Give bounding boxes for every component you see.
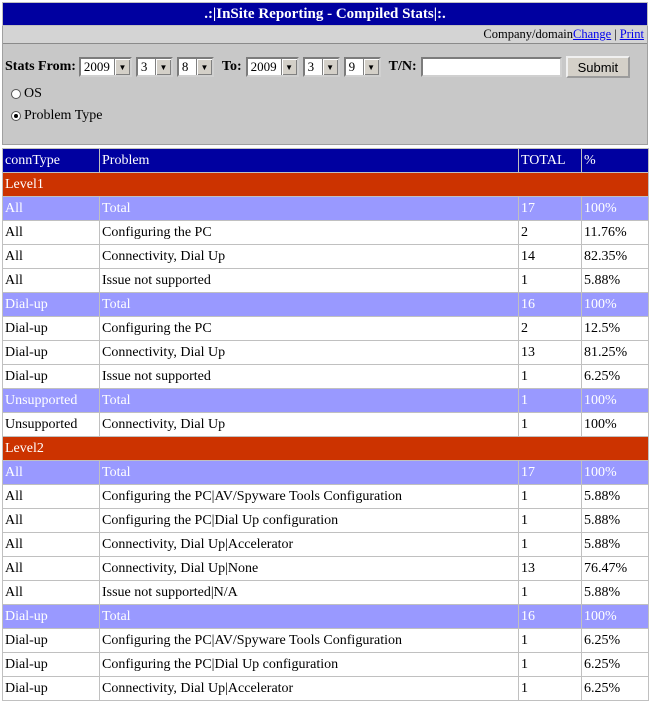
total-cell: 14 — [519, 245, 582, 269]
company-domain-label: Company/domain — [483, 27, 573, 41]
from-day-value: 8 — [181, 59, 189, 74]
radio-problem-type[interactable] — [11, 111, 21, 121]
column-header-problem: Problem — [100, 149, 519, 173]
stats-table-body — [3, 149, 649, 701]
conntype-cell: All — [3, 245, 100, 269]
total-cell: 13 — [519, 557, 582, 581]
percent-cell: 6.25% — [582, 365, 649, 389]
problem-cell: Configuring the PC — [100, 221, 519, 245]
chevron-down-icon: ▼ — [196, 59, 212, 75]
conntype-cell: Dial-up — [3, 629, 100, 653]
conntype-cell: Dial-up — [3, 677, 100, 701]
table-row — [3, 245, 649, 269]
total-cell: 1 — [519, 389, 582, 413]
from-day-select[interactable] — [177, 57, 214, 77]
from-month-select[interactable] — [136, 57, 173, 77]
total-cell: 1 — [519, 629, 582, 653]
problem-cell: Total — [100, 461, 519, 485]
conntype-cell: All — [3, 533, 100, 557]
percent-cell: 5.88% — [582, 485, 649, 509]
to-label: To: — [221, 59, 242, 74]
problem-cell: Issue not supported — [100, 269, 519, 293]
link-separator: | — [614, 27, 617, 41]
radio-os-label: OS — [24, 86, 42, 101]
conntype-cell: Dial-up — [3, 653, 100, 677]
problem-cell: Connectivity, Dial Up|Accelerator — [100, 533, 519, 557]
percent-cell: 76.47% — [582, 557, 649, 581]
percent-cell: 6.25% — [582, 629, 649, 653]
to-month-value: 3 — [307, 59, 315, 74]
level-label: Level1 — [3, 173, 649, 197]
column-header-conntype: connType — [3, 149, 100, 173]
total-cell: 17 — [519, 461, 582, 485]
percent-cell: 100% — [582, 413, 649, 437]
level-label: Level2 — [3, 437, 649, 461]
conntype-cell: All — [3, 485, 100, 509]
conntype-cell: All — [3, 461, 100, 485]
to-year-select[interactable] — [246, 57, 299, 77]
total-cell: 1 — [519, 485, 582, 509]
total-cell: 1 — [519, 413, 582, 437]
total-row — [3, 389, 649, 413]
total-cell: 1 — [519, 677, 582, 701]
conntype-cell: All — [3, 509, 100, 533]
conntype-cell: Unsupported — [3, 413, 100, 437]
conntype-cell: Dial-up — [3, 317, 100, 341]
problem-cell: Issue not supported|N/A — [100, 581, 519, 605]
conntype-cell: Dial-up — [3, 293, 100, 317]
from-year-select[interactable] — [79, 57, 132, 77]
percent-cell: 5.88% — [582, 509, 649, 533]
problem-cell: Configuring the PC — [100, 317, 519, 341]
to-month-select[interactable] — [303, 57, 340, 77]
table-row — [3, 365, 649, 389]
percent-cell: 100% — [582, 293, 649, 317]
chevron-down-icon: ▼ — [281, 59, 297, 75]
percent-cell: 100% — [582, 389, 649, 413]
control-panel — [2, 26, 648, 145]
radio-problem-row — [11, 106, 102, 126]
total-cell: 1 — [519, 533, 582, 557]
table-row — [3, 677, 649, 701]
total-cell: 16 — [519, 605, 582, 629]
problem-cell: Issue not supported — [100, 365, 519, 389]
problem-cell: Total — [100, 197, 519, 221]
total-cell: 2 — [519, 221, 582, 245]
table-row — [3, 533, 649, 557]
problem-cell: Connectivity, Dial Up|Accelerator — [100, 677, 519, 701]
percent-cell: 6.25% — [582, 677, 649, 701]
stats-form — [3, 44, 647, 144]
tn-input[interactable] — [421, 57, 562, 77]
total-cell: 16 — [519, 293, 582, 317]
percent-cell: 5.88% — [582, 581, 649, 605]
stats-from-label: Stats From: — [5, 59, 76, 74]
percent-cell: 5.88% — [582, 533, 649, 557]
problem-cell: Total — [100, 389, 519, 413]
conntype-cell: Dial-up — [3, 605, 100, 629]
chevron-down-icon: ▼ — [155, 59, 171, 75]
links-row — [3, 26, 647, 44]
total-cell: 1 — [519, 653, 582, 677]
page-title: .:|InSite Reporting - Compiled Stats|:. — [2, 2, 648, 26]
chevron-down-icon: ▼ — [322, 59, 338, 75]
percent-cell: 100% — [582, 461, 649, 485]
percent-cell: 81.25% — [582, 341, 649, 365]
table-row — [3, 509, 649, 533]
percent-cell: 6.25% — [582, 653, 649, 677]
total-cell: 1 — [519, 269, 582, 293]
table-row — [3, 653, 649, 677]
total-cell: 17 — [519, 197, 582, 221]
total-row — [3, 461, 649, 485]
to-day-select[interactable] — [344, 57, 381, 77]
column-header-percent: % — [582, 149, 649, 173]
print-link[interactable]: Print — [619, 27, 644, 41]
problem-cell: Connectivity, Dial Up|None — [100, 557, 519, 581]
radio-os[interactable] — [11, 89, 21, 99]
level-row — [3, 173, 649, 197]
total-cell: 2 — [519, 317, 582, 341]
conntype-cell: All — [3, 221, 100, 245]
conntype-cell: Unsupported — [3, 389, 100, 413]
table-row — [3, 221, 649, 245]
total-cell: 1 — [519, 509, 582, 533]
percent-cell: 100% — [582, 197, 649, 221]
stats-table — [2, 148, 649, 701]
table-row — [3, 557, 649, 581]
total-row — [3, 197, 649, 221]
total-cell: 13 — [519, 341, 582, 365]
table-row — [3, 485, 649, 509]
table-header-row — [3, 149, 649, 173]
level-row — [3, 437, 649, 461]
conntype-cell: All — [3, 581, 100, 605]
conntype-cell: Dial-up — [3, 365, 100, 389]
date-range-row — [5, 55, 630, 79]
total-cell: 1 — [519, 365, 582, 389]
report-frame — [2, 2, 648, 701]
table-row — [3, 341, 649, 365]
table-row — [3, 629, 649, 653]
tn-label: T/N: — [388, 59, 417, 74]
change-link[interactable]: Change — [572, 27, 612, 41]
radio-os-row — [11, 84, 42, 104]
problem-cell: Connectivity, Dial Up — [100, 245, 519, 269]
table-row — [3, 269, 649, 293]
table-row — [3, 581, 649, 605]
problem-cell: Configuring the PC|Dial Up configuration — [100, 653, 519, 677]
problem-cell: Connectivity, Dial Up — [100, 341, 519, 365]
to-year-value: 2009 — [250, 59, 277, 74]
conntype-cell: All — [3, 269, 100, 293]
percent-cell: 11.76% — [582, 221, 649, 245]
table-row — [3, 317, 649, 341]
column-header-total: TOTAL — [519, 149, 582, 173]
to-day-value: 9 — [348, 59, 356, 74]
problem-cell: Total — [100, 605, 519, 629]
radio-problem-type-label: Problem Type — [24, 108, 103, 123]
total-row — [3, 293, 649, 317]
problem-cell: Connectivity, Dial Up — [100, 413, 519, 437]
problem-cell: Configuring the PC|Dial Up configuration — [100, 509, 519, 533]
percent-cell: 12.5% — [582, 317, 649, 341]
percent-cell: 5.88% — [582, 269, 649, 293]
percent-cell: 82.35% — [582, 245, 649, 269]
total-cell: 1 — [519, 581, 582, 605]
total-row — [3, 605, 649, 629]
from-month-value: 3 — [140, 59, 148, 74]
chevron-down-icon: ▼ — [363, 59, 379, 75]
percent-cell: 100% — [582, 605, 649, 629]
conntype-cell: All — [3, 197, 100, 221]
problem-cell: Configuring the PC|AV/Spyware Tools Configuration — [100, 485, 519, 509]
conntype-cell: All — [3, 557, 100, 581]
chevron-down-icon: ▼ — [114, 59, 130, 75]
table-row — [3, 413, 649, 437]
from-year-value: 2009 — [83, 59, 110, 74]
submit-button[interactable]: Submit — [566, 56, 630, 78]
problem-cell: Total — [100, 293, 519, 317]
problem-cell: Configuring the PC|AV/Spyware Tools Configuration — [100, 629, 519, 653]
conntype-cell: Dial-up — [3, 341, 100, 365]
